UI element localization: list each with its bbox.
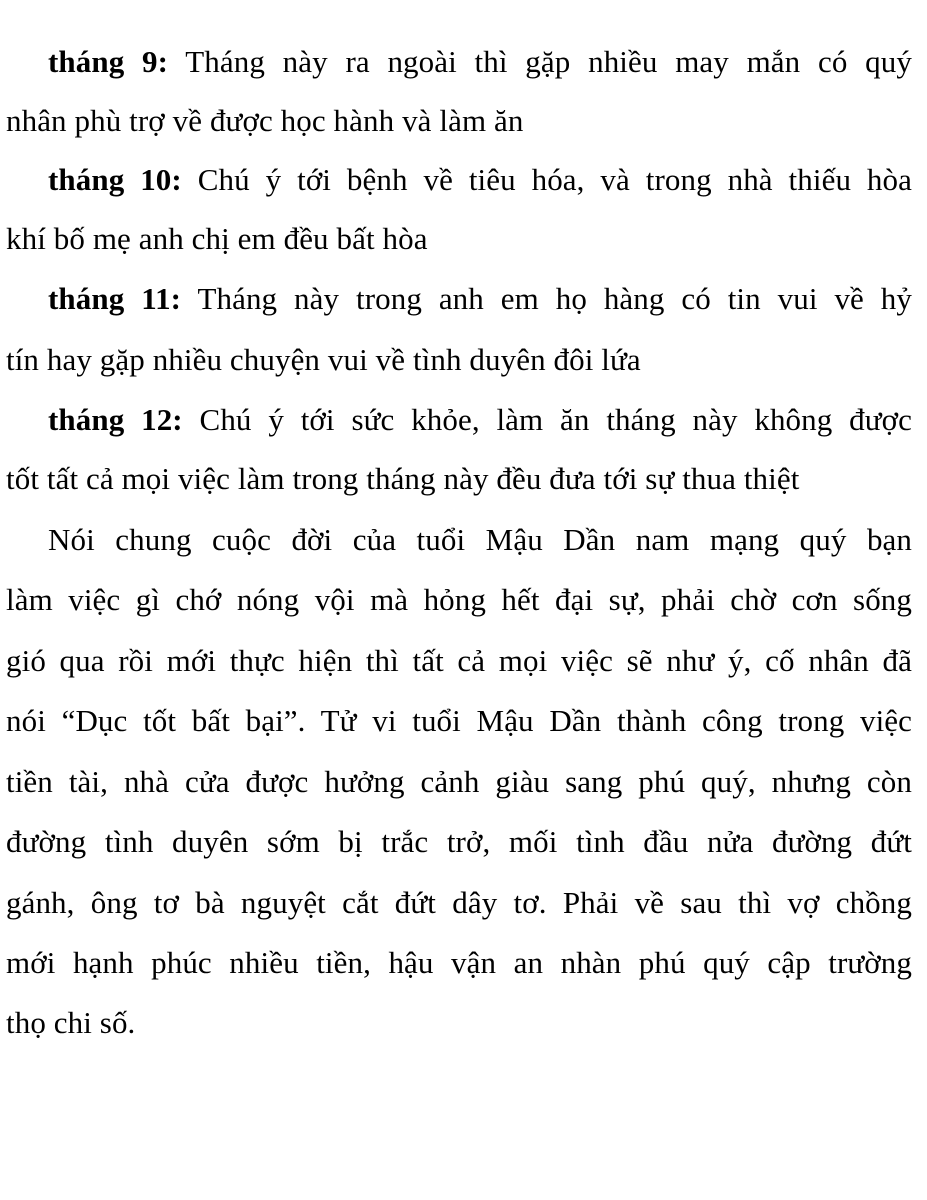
month-11-line-1 (48, 279, 912, 319)
month-12-text-2: tốt tất cả mọi việc làm trong tháng này đều đưa tới sự thua thiệt (6, 461, 800, 496)
month-10-label: tháng 10: (48, 162, 182, 197)
month-12-text-1: Chú ý tới sức khỏe, làm ăn tháng này không được (199, 402, 912, 437)
month-11-text-1: Tháng này trong anh em họ hàng có tin vui về hỷ (197, 281, 912, 316)
month-10-line-2 (6, 219, 912, 259)
summary-line: đường tình duyên sớm bị trắc trở, mối tình đầu nửa đường đứt (6, 824, 912, 859)
summary-line: gánh, ông tơ bà nguyệt cắt đứt dây tơ. Phải về sau thì vợ chồng (6, 885, 912, 920)
summary-line: nói “Dục tốt bất bại”. Tử vi tuổi Mậu Dần thành công trong việc (6, 703, 912, 738)
month-11-line-2 (6, 340, 912, 380)
month-9-line-2 (6, 101, 912, 141)
month-12-line-2 (6, 459, 912, 499)
summary-line: Nói chung cuộc đời của tuổi Mậu Dần nam mạng quý bạn (48, 522, 912, 557)
month-9-text-2: nhân phù trợ về được học hành và làm ăn (6, 103, 524, 138)
month-9-text-1: Tháng này ra ngoài thì gặp nhiều may mắn có quý (185, 44, 912, 79)
summary-line: làm việc gì chớ nóng vội mà hỏng hết đại sự, phải chờ cơn sống (6, 582, 912, 617)
month-12-line-1 (48, 400, 912, 440)
month-11-text-2: tín hay gặp nhiều chuyện vui về tình duyên đôi lứa (6, 342, 641, 377)
month-11-label: tháng 11: (48, 281, 182, 316)
summary-line: tiền tài, nhà cửa được hưởng cảnh giàu sang phú quý, nhưng còn (6, 764, 912, 799)
month-10-text-2: khí bố mẹ anh chị em đều bất hòa (6, 221, 428, 256)
month-9-line-1 (48, 42, 912, 82)
summary-line: mới hạnh phúc nhiều tiền, hậu vận an nhàn phú quý cập trường (6, 945, 912, 980)
month-9-label: tháng 9: (48, 44, 169, 79)
month-12-label: tháng 12: (48, 402, 183, 437)
month-10-line-1 (48, 160, 912, 200)
summary-line: gió qua rồi mới thực hiện thì tất cả mọi việc sẽ như ý, cố nhân đã (6, 643, 912, 678)
month-10-text-1: Chú ý tới bệnh về tiêu hóa, và trong nhà thiếu hòa (197, 162, 912, 197)
summary-line: thọ chi số. (6, 1005, 136, 1040)
